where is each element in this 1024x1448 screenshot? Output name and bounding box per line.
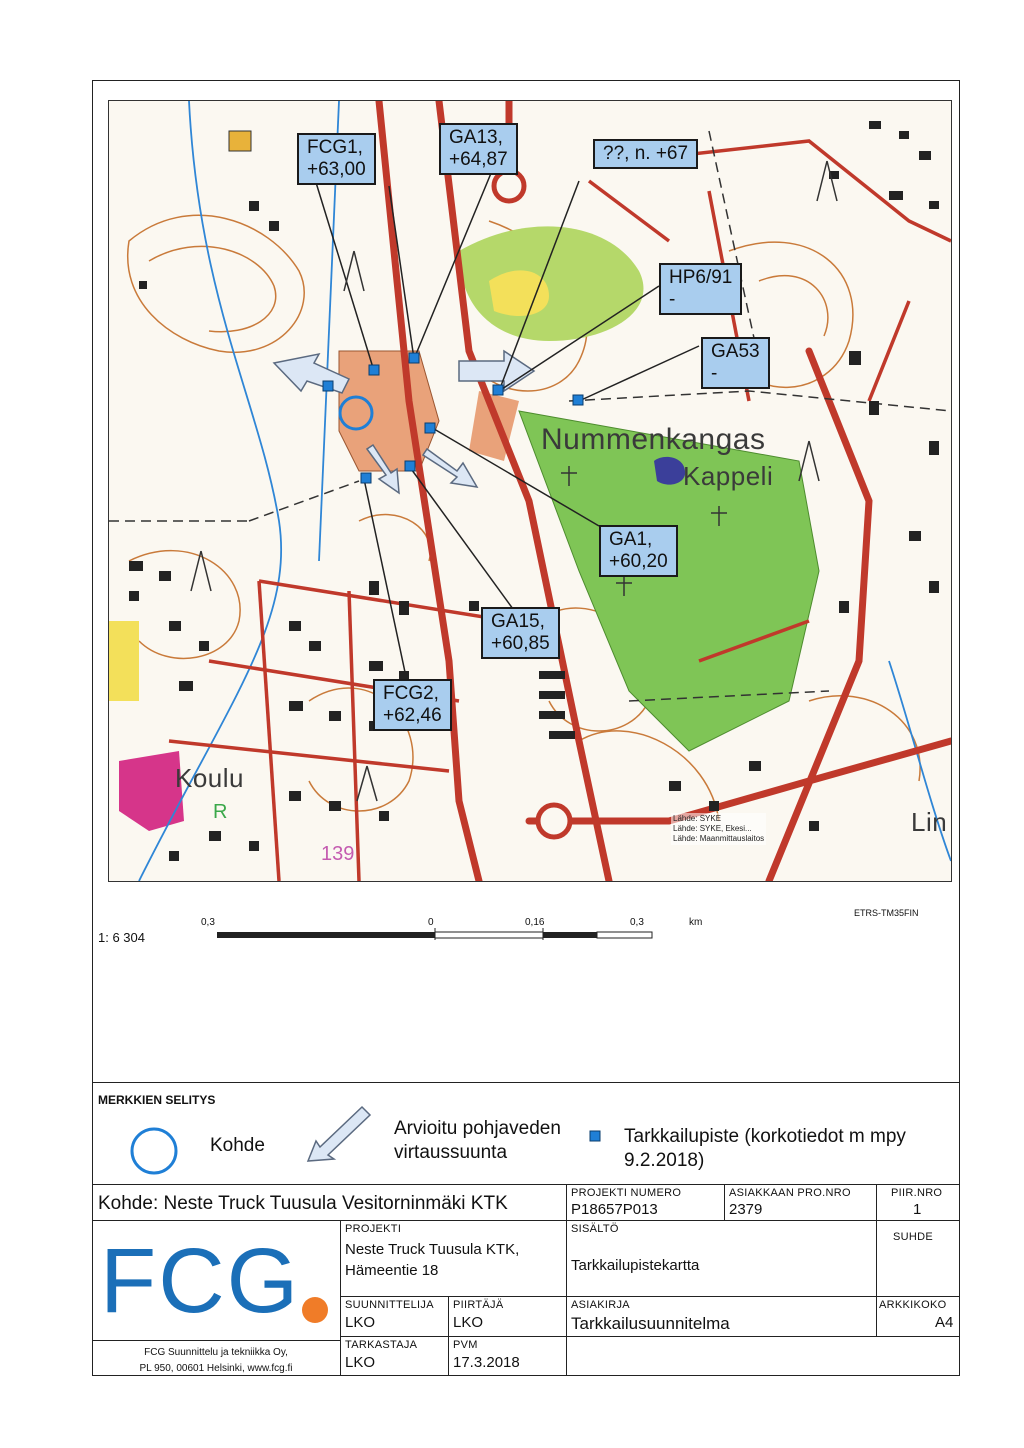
tb-company-line-2: PL 950, 00601 Helsinki, www.fcg.fi [139, 1363, 293, 1374]
label-ga53 [701, 337, 770, 389]
tb-document [566, 1296, 876, 1336]
tb-scale-caption: SUHDE [893, 1231, 934, 1243]
legend-point-line-2: 9.2.2018) [624, 1150, 705, 1171]
legend-flow-line-1: Arvioitu pohjaveden [394, 1118, 561, 1139]
tb-document-value: Tarkkailusuunnitelma [571, 1314, 730, 1333]
label-unknown-67-text: ??, n. +67 [603, 143, 689, 164]
title-block [92, 1184, 960, 1376]
scale-area [92, 880, 960, 1080]
place-nummenkangas: Nummenkangas [541, 423, 766, 456]
label-fcg1 [297, 133, 376, 185]
label-hp6-91 [659, 263, 742, 315]
label-ga53-id: GA53 [711, 341, 760, 362]
map-panel[interactable] [108, 100, 952, 882]
tb-sheet-size [876, 1296, 960, 1336]
tb-company-line-1: FCG Suunnittelu ja tekniikka Oy, [144, 1347, 288, 1358]
tb-date-value: 17.3.2018 [453, 1354, 520, 1371]
label-ga13-id: GA13, [449, 127, 503, 148]
sports-field [489, 270, 549, 316]
tb-content-caption: SISÄLTÖ [571, 1223, 619, 1235]
tb-checker [340, 1336, 448, 1376]
source-line-3: Lähde: Maanmittauslaitos [673, 834, 765, 843]
crs-label: ETRS-TM35FIN [854, 908, 919, 918]
label-fcg2-id: FCG2, [383, 683, 439, 704]
source-line-2: Lähde: SYKE, Ekesi... [673, 824, 752, 833]
label-ga15-id: GA15, [491, 611, 545, 632]
scale-ratio: 1: 6 304 [98, 930, 145, 945]
tb-project-value [345, 1239, 519, 1281]
legend-point-label [624, 1125, 906, 1173]
label-hp6-91-elevation: - [669, 289, 676, 310]
tb-project-number-caption: PROJEKTI NUMERO [571, 1187, 682, 1199]
tb-checker-value: LKO [345, 1354, 376, 1371]
fcg-logo-text: FCG [100, 1230, 301, 1332]
scale-tick-zero: 0 [428, 917, 434, 928]
label-fcg2 [373, 679, 452, 731]
tb-kohde [92, 1184, 566, 1220]
legend-monitoring-point-icon [588, 1129, 602, 1143]
tb-date-caption: PVM [453, 1339, 478, 1351]
tb-designer-caption: SUUNNITTELIJA [345, 1299, 434, 1311]
marker-r: R [213, 801, 228, 823]
label-hp6-91-id: HP6/91 [669, 267, 733, 288]
tb-date [448, 1336, 566, 1376]
tb-project-line-2: Hämeentie 18 [345, 1262, 439, 1279]
label-ga13 [439, 123, 518, 175]
legend-target-icon [128, 1125, 180, 1177]
tb-sheet-size-value: A4 [935, 1314, 954, 1331]
tb-designer [340, 1296, 448, 1336]
scale-tick-right: 0,3 [630, 917, 644, 928]
tb-kohde-text: Kohde: Neste Truck Tuusula Vesitorninmäki KTK [98, 1193, 508, 1214]
tb-client-number-value: 2379 [729, 1201, 763, 1218]
label-ga53-elevation: - [711, 363, 718, 384]
label-fcg1-elevation: +63,00 [307, 159, 366, 180]
legend-point-line-1: Tarkkailupiste (korkotiedot m mpy [624, 1126, 906, 1147]
scale-unit: km [689, 917, 703, 928]
tb-project-line-1: Neste Truck Tuusula KTK, [345, 1241, 520, 1258]
label-ga1 [599, 525, 678, 577]
map-source-credits [671, 813, 766, 845]
tb-logo [92, 1220, 340, 1340]
tb-empty [566, 1336, 960, 1376]
place-koulu: Koulu [175, 763, 244, 793]
tb-project-number-value: P18657P013 [571, 1201, 658, 1218]
legend-target-label: Kohde [210, 1135, 265, 1156]
tb-company [92, 1340, 340, 1376]
tb-drawing-number-value: 1 [913, 1201, 922, 1218]
tb-project [340, 1220, 566, 1296]
tb-project-caption: PROJEKTI [345, 1223, 402, 1235]
fcg-logo-dot-icon [302, 1297, 328, 1323]
source-line-1: Lähde: SYKE [673, 814, 722, 823]
tb-drawing-number [876, 1184, 960, 1220]
tb-sheet-size-caption: ARKKIKOKO [879, 1299, 947, 1311]
legend [92, 1082, 960, 1185]
legend-flow-arrow-icon [300, 1101, 380, 1171]
tb-drawing-number-caption: PIIR.NRO [891, 1187, 943, 1199]
tb-drafter-caption: PIIRTÄJÄ [453, 1299, 504, 1311]
tb-content [566, 1220, 876, 1296]
tb-project-number [566, 1184, 724, 1220]
tb-document-caption: ASIAKIRJA [571, 1299, 630, 1311]
label-ga1-id: GA1, [609, 529, 653, 550]
label-fcg1-id: FCG1, [307, 137, 363, 158]
tb-scale [876, 1220, 960, 1296]
label-ga1-elevation: +60,20 [609, 551, 668, 572]
label-unknown-67 [593, 139, 698, 169]
label-ga13-elevation: +64,87 [449, 149, 508, 170]
tb-drafter-value: LKO [453, 1314, 484, 1331]
label-fcg2-elevation: +62,46 [383, 705, 442, 726]
label-ga15 [481, 607, 560, 659]
tb-designer-value: LKO [345, 1314, 376, 1331]
roundabout-north [494, 171, 524, 201]
roundabout-south [538, 805, 570, 837]
tb-drafter [448, 1296, 566, 1336]
place-kappeli: Kappeli [683, 461, 774, 491]
place-lin: Lin [911, 807, 948, 837]
tb-client-number [724, 1184, 876, 1220]
legend-title: MERKKIEN SELITYS [98, 1093, 216, 1107]
tb-client-number-caption: ASIAKKAAN PRO.NRO [729, 1187, 851, 1199]
scale-tick-mid: 0,16 [525, 917, 545, 928]
scale-tick-left: 0,3 [201, 917, 215, 928]
legend-flow-line-2: virtaussuunta [394, 1142, 508, 1163]
tb-checker-caption: TARKASTAJA [345, 1339, 418, 1351]
tb-company-text [92, 1345, 340, 1377]
tb-content-value: Tarkkailupistekartta [571, 1257, 700, 1274]
label-ga15-elevation: +60,85 [491, 633, 550, 654]
scale-bar [216, 928, 656, 942]
legend-flow-label [394, 1117, 561, 1165]
road-number-139: 139 [321, 843, 355, 865]
